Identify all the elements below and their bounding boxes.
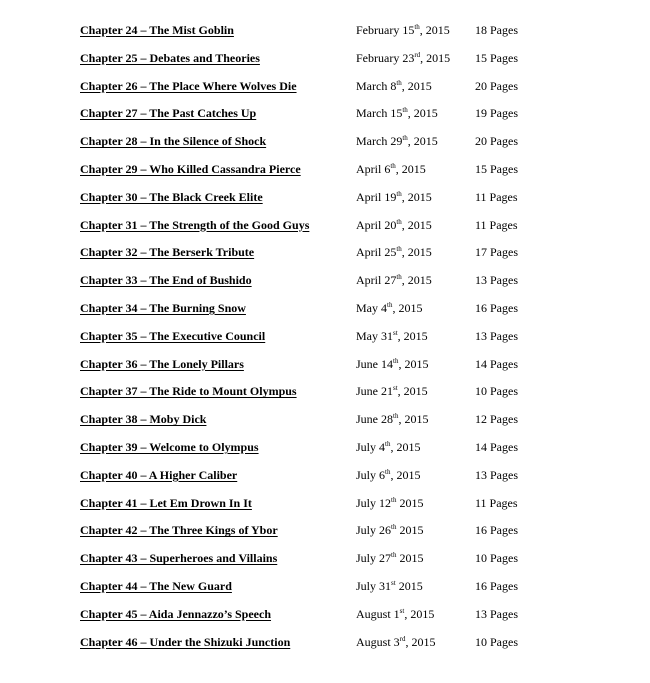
chapter-pages: 14 Pages: [475, 356, 518, 371]
chapter-title[interactable]: Chapter 34 – The Burning Snow: [80, 300, 246, 315]
chapter-row: [0, 17, 650, 45]
chapter-date: [356, 378, 428, 406]
chapter-title[interactable]: Chapter 41 – Let Em Drown In It: [80, 495, 252, 510]
chapter-title[interactable]: Chapter 38 – Moby Dick: [80, 412, 207, 427]
date-prefix: July 31: [356, 578, 392, 593]
chapter-row: [0, 545, 650, 573]
chapter-row: [0, 517, 650, 545]
date-suffix: 2015: [395, 578, 423, 593]
chapter-title[interactable]: Chapter 31 – The Strength of the Good Guys: [80, 217, 310, 232]
chapter-date: [356, 517, 423, 545]
date-suffix: , 2015: [395, 161, 426, 176]
date-suffix: , 2015: [407, 134, 438, 149]
date-prefix: August 3: [356, 634, 400, 649]
chapter-pages: 12 Pages: [475, 412, 518, 427]
date-ordinal: th: [391, 523, 397, 532]
chapter-row: [0, 601, 650, 629]
chapter-row: [0, 73, 650, 101]
date-prefix: June 14: [356, 356, 393, 371]
date-ordinal: th: [385, 439, 391, 448]
chapter-title[interactable]: Chapter 35 – The Executive Council: [80, 328, 266, 343]
chapter-row: [0, 128, 650, 156]
date-prefix: July 27: [356, 551, 392, 566]
chapter-row: [0, 406, 650, 434]
chapter-pages: 13 Pages: [475, 467, 518, 482]
chapter-pages: 16 Pages: [475, 300, 518, 315]
chapter-date: [356, 267, 432, 295]
chapter-title[interactable]: Chapter 28 – In the Silence of Shock: [80, 134, 267, 149]
date-ordinal: th: [396, 245, 402, 254]
date-prefix: August 1: [356, 606, 400, 621]
chapter-pages: 20 Pages: [475, 78, 518, 93]
chapter-pages: 16 Pages: [475, 523, 518, 538]
date-ordinal: th: [396, 78, 402, 87]
date-suffix: , 2015: [398, 412, 429, 427]
chapter-row: [0, 45, 650, 73]
date-suffix: , 2015: [419, 23, 450, 37]
chapter-date: [356, 573, 423, 601]
date-prefix: March 8: [356, 78, 397, 93]
chapter-pages: 19 Pages: [475, 106, 518, 121]
date-prefix: April 19: [356, 189, 397, 204]
date-ordinal: th: [396, 189, 402, 198]
chapter-row: [0, 434, 650, 462]
date-prefix: May 4: [356, 300, 387, 315]
date-suffix: , 2015: [398, 356, 429, 371]
chapter-row: [0, 100, 650, 128]
chapter-date: [356, 17, 450, 45]
chapter-title[interactable]: Chapter 39 – Welcome to Olympus: [80, 439, 259, 454]
date-suffix: , 2015: [404, 606, 435, 621]
date-suffix: , 2015: [401, 273, 432, 288]
chapter-date: [356, 490, 423, 518]
chapter-row: [0, 323, 650, 351]
date-prefix: May 31: [356, 328, 393, 343]
chapter-date: [356, 45, 450, 73]
chapter-title[interactable]: Chapter 45 – Aida Jennazzo’s Speech: [80, 606, 272, 621]
chapter-pages: 16 Pages: [475, 578, 518, 593]
date-prefix: March 29: [356, 134, 403, 149]
date-prefix: July 26: [356, 523, 392, 538]
chapter-row: [0, 351, 650, 379]
chapter-pages: 11 Pages: [475, 189, 518, 204]
date-suffix: , 2015: [397, 384, 428, 399]
chapter-title[interactable]: Chapter 42 – The Three Kings of Ybor: [80, 523, 278, 538]
chapter-row: [0, 212, 650, 240]
date-ordinal: th: [387, 300, 393, 309]
chapter-row: [0, 573, 650, 601]
date-prefix: April 6: [356, 161, 391, 176]
date-ordinal: th: [402, 106, 408, 115]
chapter-row: [0, 462, 650, 490]
chapter-date: [356, 239, 432, 267]
chapter-date: [356, 545, 423, 573]
date-suffix: , 2015: [407, 106, 438, 121]
date-prefix: February 15: [356, 23, 415, 37]
date-prefix: April 25: [356, 245, 397, 260]
chapter-pages: 11 Pages: [475, 495, 518, 510]
chapter-date: [356, 212, 432, 240]
chapter-date: [356, 295, 422, 323]
chapter-row: [0, 629, 650, 657]
date-suffix: 2015: [396, 551, 424, 566]
chapter-pages: 20 Pages: [475, 134, 518, 149]
chapter-pages: 18 Pages: [475, 23, 518, 37]
date-prefix: July 4: [356, 439, 386, 454]
date-ordinal: th: [393, 412, 399, 421]
chapter-list: [0, 17, 650, 656]
chapter-title[interactable]: Chapter 24 – The Mist Goblin: [80, 23, 234, 37]
date-ordinal: th: [391, 551, 397, 560]
chapter-date: [356, 100, 438, 128]
date-ordinal: rd: [399, 634, 406, 643]
chapter-title[interactable]: Chapter 44 – The New Guard: [80, 578, 232, 593]
date-suffix: , 2015: [405, 634, 436, 649]
date-ordinal: rd: [414, 50, 421, 59]
date-suffix: , 2015: [397, 328, 428, 343]
chapter-date: [356, 601, 434, 629]
date-suffix: , 2015: [390, 439, 421, 454]
chapter-title[interactable]: Chapter 25 – Debates and Theories: [80, 50, 260, 65]
chapter-date: [356, 128, 438, 156]
date-ordinal: th: [396, 273, 402, 282]
date-prefix: April 27: [356, 273, 397, 288]
chapter-pages: 13 Pages: [475, 606, 518, 621]
date-ordinal: th: [385, 467, 391, 476]
date-ordinal: th: [414, 23, 420, 31]
date-prefix: June 21: [356, 384, 393, 399]
chapter-pages: 10 Pages: [475, 551, 518, 566]
date-prefix: February 23: [356, 50, 415, 65]
chapter-title[interactable]: Chapter 30 – The Black Creek Elite: [80, 189, 263, 204]
date-suffix: , 2015: [401, 217, 432, 232]
chapter-pages: 13 Pages: [475, 328, 518, 343]
date-ordinal: st: [393, 384, 398, 393]
chapter-row: [0, 239, 650, 267]
chapter-title[interactable]: Chapter 29 – Who Killed Cassandra Pierce: [80, 161, 301, 176]
chapter-row: [0, 156, 650, 184]
chapter-pages: 15 Pages: [475, 161, 518, 176]
date-ordinal: th: [390, 161, 396, 170]
chapter-date: [356, 434, 420, 462]
date-prefix: March 15: [356, 106, 403, 121]
chapter-pages: 13 Pages: [475, 273, 518, 288]
chapter-date: [356, 406, 428, 434]
date-suffix: , 2015: [401, 245, 432, 260]
date-ordinal: th: [391, 495, 397, 504]
chapter-date: [356, 156, 426, 184]
chapter-date: [356, 184, 432, 212]
chapter-title[interactable]: Chapter 43 – Superheroes and Villains: [80, 551, 278, 566]
date-prefix: July 6: [356, 467, 386, 482]
chapter-row: [0, 490, 650, 518]
chapter-row: [0, 295, 650, 323]
chapter-date: [356, 629, 436, 657]
chapter-row: [0, 267, 650, 295]
date-ordinal: st: [391, 578, 396, 587]
chapter-title[interactable]: Chapter 37 – The Ride to Mount Olympus: [80, 384, 297, 399]
chapter-title[interactable]: Chapter 36 – The Lonely Pillars: [80, 356, 244, 371]
chapter-title[interactable]: Chapter 33 – The End of Bushido: [80, 273, 252, 288]
date-prefix: June 28: [356, 412, 393, 427]
chapter-title[interactable]: Chapter 26 – The Place Where Wolves Die: [80, 78, 297, 93]
date-suffix: , 2015: [390, 467, 421, 482]
date-suffix: 2015: [396, 495, 424, 510]
date-suffix: , 2015: [420, 50, 451, 65]
date-prefix: April 20: [356, 217, 397, 232]
date-prefix: July 12: [356, 495, 392, 510]
chapter-pages: 11 Pages: [475, 217, 518, 232]
chapter-date: [356, 351, 428, 379]
chapter-row: [0, 378, 650, 406]
chapter-date: [356, 462, 420, 490]
date-suffix: , 2015: [401, 78, 432, 93]
date-suffix: , 2015: [401, 189, 432, 204]
date-suffix: , 2015: [392, 300, 423, 315]
chapter-pages: 15 Pages: [475, 50, 518, 65]
date-ordinal: th: [393, 356, 399, 365]
date-ordinal: th: [402, 134, 408, 143]
chapter-pages: 10 Pages: [475, 384, 518, 399]
chapter-date: [356, 323, 428, 351]
chapter-title[interactable]: Chapter 32 – The Berserk Tribute: [80, 245, 255, 260]
chapter-pages: 14 Pages: [475, 439, 518, 454]
chapter-title[interactable]: Chapter 46 – Under the Shizuki Junction: [80, 634, 291, 649]
date-ordinal: th: [396, 217, 402, 226]
chapter-title[interactable]: Chapter 40 – A Higher Caliber: [80, 467, 238, 482]
chapter-date: [356, 73, 432, 101]
date-ordinal: st: [399, 606, 405, 615]
date-ordinal: st: [393, 328, 398, 337]
date-suffix: 2015: [396, 523, 424, 538]
chapter-pages: 10 Pages: [475, 634, 518, 649]
chapter-row: [0, 184, 650, 212]
chapter-title[interactable]: Chapter 27 – The Past Catches Up: [80, 106, 257, 121]
chapter-pages: 17 Pages: [475, 245, 518, 260]
